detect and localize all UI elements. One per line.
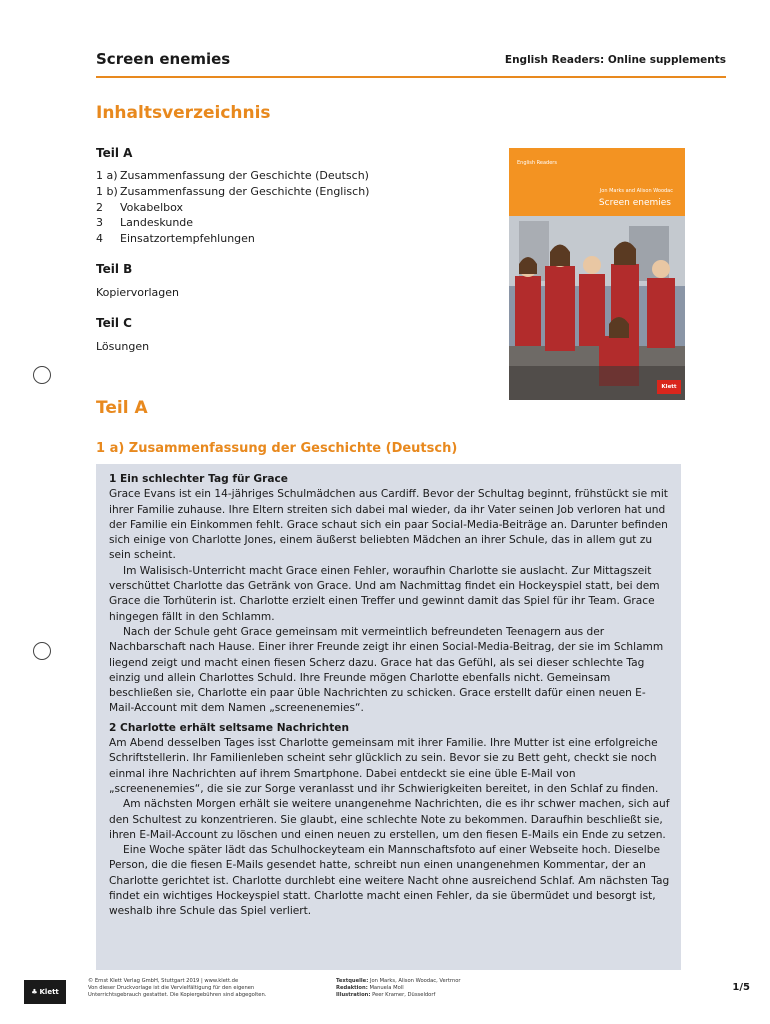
toc-teil-b-text: Kopiervorlagen: [96, 286, 180, 299]
cover-illustration: [509, 216, 685, 400]
document-title: Screen enemies: [96, 50, 231, 68]
klett-mark-icon: ♣: [31, 988, 38, 996]
toc-teil-c-heading: Teil C: [96, 316, 132, 330]
section-title: Teil A: [96, 398, 148, 418]
toc-item: 3 Landeskunde: [96, 216, 194, 230]
toc-list: [96, 168, 369, 247]
paragraph: Eine Woche später lädt das Schulhockeyteam ein Mannschaftsfoto auf einer Webseite hoch. Dieselbe Person, die die fiesen E-Mails gesendet hatte, schreibt nun einen unangenehmen Kommentar, der an Charlotte gerichtet ist. Charlotte durchlebt eine weitere Nacht ohne ausreichend Schlaf. Am nächsten Tag findet ein wichtiges Hockeyspiel statt. Charlotte macht einen Fehler, da sie übermüdet und besorgt ist, weshalb ihre Schule das Spiel verliert.: [109, 844, 670, 918]
toc-item: 1 b) Zusammenfassung der Geschichte (Englisch): [96, 184, 370, 198]
toc-teil-a-heading: Teil A: [96, 146, 133, 160]
klett-logo: ♣ Klett: [24, 980, 66, 1004]
section-subtitle: 1 a) Zusammenfassung der Geschichte (Deutsch): [96, 441, 458, 456]
punch-hole: [33, 642, 51, 660]
cover-series: English Readers: [517, 160, 557, 166]
toc-title: Inhaltsverzeichnis: [96, 103, 271, 123]
toc-item: 2 Vokabelbox: [96, 200, 184, 214]
punch-hole: [33, 366, 51, 384]
toc-teil-b-heading: Teil B: [96, 262, 133, 276]
paragraph: Grace Evans ist ein 14-jähriges Schulmädchen aus Cardiff. Bevor der Schultag beginnt, frühstückt sie mit ihrer Familie zuhause. Ihre Eltern streiten sich dabei mal wieder, da ihr Vater seinen Job verloren hat und der Familie ein Einkommen fehlt. Grace schaut sich ein paar Social-Media-Beiträge an. Darunter befinden sich einige von Charlotte Jones, einem äußerst beliebten Mädchen an ihrer Schule, das in allem gut zu sein scheint.: [109, 488, 668, 562]
paragraph: Im Walisisch-Unterricht macht Grace einen Fehler, woraufhin Charlotte sie auslacht. Zur Mittagszeit verschüttet Charlotte das Getränk von Grace. Und am Nachmittag findet ein Hockeyspiel statt, bei dem Grace die Torhüterin ist. Charlotte erzielt einen Treffer und gewinnt damit das Spiel für ihr Team. Grace hingegen fällt in den Schlamm.: [109, 564, 660, 623]
page-number: 1/5: [732, 982, 750, 993]
paragraph: Am Abend desselben Tages isst Charlotte gemeinsam mit ihrer Familie. Ihre Mutter ist eine erfolgreiche Schriftstellerin. Ihr Familienleben scheint sehr glücklich zu sein. Bevor sie zu Bett geht, checkt sie noch einmal ihre Nachrichten auf ihrem Smartphone. Dabei entdeckt sie eine üble E-Mail von „screenenemies“, die sie zur Sorge veranlasst und ihr Schwierigkeiten bereitet, in den Schlaf zu finden.: [109, 737, 659, 795]
credits: Textquelle: Jon Marks, Alison Woodac, Vertrnor Redaktion: Manuela Moll Illustration: Peer Kramer, Düsseldorf: [336, 978, 461, 999]
book-cover-image: [509, 148, 685, 400]
page-header: [96, 48, 726, 78]
series-label: English Readers: Online supplements: [504, 54, 726, 66]
chapter-heading: 2 Charlotte erhält seltsame Nachrichten: [109, 721, 349, 734]
summary-box: [96, 464, 681, 970]
toc-item: 1 a) Zusammenfassung der Geschichte (Deutsch): [96, 169, 369, 182]
cover-authors: Jon Marks and Alison Woodac: [599, 188, 673, 194]
klett-logo: Klett: [657, 380, 681, 394]
toc-item: 4 Einsatzortempfehlungen: [96, 232, 255, 246]
cover-title-bar: [509, 148, 685, 216]
paragraph: Nach der Schule geht Grace gemeinsam mit vermeintlich befreundeten Teenagern aus der Nachbarschaft nach Hause. Einer ihrer Freunde zeigt ihr einen Social-Media-Beitrag, der sie im Schlamm liegend zeigt und macht einen fiesen Scherz dazu. Grace hat das Gefühl, als sei dieser schlechte Tag einzig und allein Charlottes Schuld. Ihre Freunde mögen Charlotte ebenfalls nicht. Gemeinsam beschließen sie, Charlotte ein paar üble Nachrichten zu schicken. Grace erstellt dafür einen neuen E-Mail-Account mit dem Namen „screenenemies“.: [109, 625, 664, 715]
chapter-heading: 1 Ein schlechter Tag für Grace: [109, 473, 288, 485]
copyright-notice: © Ernst Klett Verlag GmbH, Stuttgart 2019 | www.klett.de Von dieser Druckvorlage ist die Vervielfältigung für den eigenen Unterrichtsgebrauch gestattet. Die Kopiergebühren sind abgegolten.: [88, 978, 267, 999]
paragraph: Am nächsten Morgen erhält sie weitere unangenehme Nachrichten, die es ihr schwer machen, sich auf den Schultest zu konzentrieren. Sie glaubt, eine schlechte Note zu bekommen. Daraufhin beschließt sie, ihren E-Mail-Account zu löschen und einen neuen zu erstellen, um den fiesen E-Mails ein Ende zu setzen.: [109, 798, 670, 841]
toc-teil-c-text: Lösungen: [96, 340, 150, 353]
page-footer: [24, 976, 750, 1016]
cover-title: Screen enemies: [598, 198, 671, 208]
